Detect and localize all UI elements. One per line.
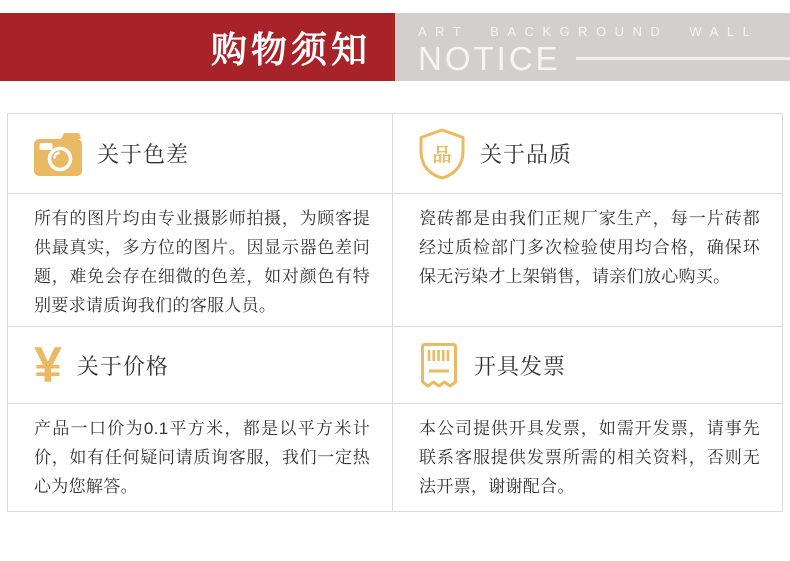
page-header: [0, 13, 790, 81]
card-head: [393, 327, 782, 404]
header-tagline: ART BACKGROUND WALL: [418, 24, 759, 39]
card-body-text: 所有的图片均由专业摄影师拍摄，为顾客提供最真实，多方位的图片。因显示器色差问题，难免会存在细微的色差，如对颜色有特别要求请质询我们的客服人员。: [34, 209, 370, 315]
notice-decor-line: [576, 57, 790, 60]
svg-text:品: 品: [432, 144, 452, 166]
notice-grid: [7, 113, 783, 512]
card-quality: [392, 114, 782, 326]
card-title: 开具发票: [474, 353, 567, 379]
camera-icon: [34, 132, 82, 176]
card-invoice: [392, 326, 782, 511]
card-title: 关于品质: [480, 142, 573, 167]
card-body: [8, 194, 392, 326]
card-body: [393, 404, 782, 511]
receipt-icon: [419, 341, 459, 389]
header-notice-row: [418, 42, 790, 75]
card-title: 关于色差: [97, 142, 190, 167]
card-body-text: 瓷砖都是由我们正规厂家生产，每一片砖都经过质检部门多次检验使用均合格，确保环保无污染才上架销售，请亲们放心购买。: [419, 209, 760, 286]
card-head: [8, 114, 392, 194]
header-notice-text: NOTICE: [418, 40, 561, 77]
card-title: 关于价格: [76, 353, 169, 379]
card-head: [8, 327, 392, 404]
header-banner-red: [0, 13, 395, 81]
shield-icon: [419, 128, 465, 180]
card-body-text: 产品一口价为0.1平方米，都是以平方米计价，如有任何疑问请质询客服，我们一定热心为您解答。: [34, 419, 370, 496]
card-price: [8, 326, 392, 511]
header-banner-gray: [395, 13, 790, 81]
card-body: [8, 404, 392, 511]
card-body-text: 本公司提供开具发票，如需开发票，请事先联系客服提供发票所需的相关资料，否则无法开票，谢谢配合。: [419, 419, 760, 496]
page-title: 购物须知: [210, 28, 371, 70]
card-head: [393, 114, 782, 194]
card-body: [393, 194, 782, 326]
yen-icon: ¥: [34, 337, 62, 393]
card-color-difference: [8, 114, 392, 326]
